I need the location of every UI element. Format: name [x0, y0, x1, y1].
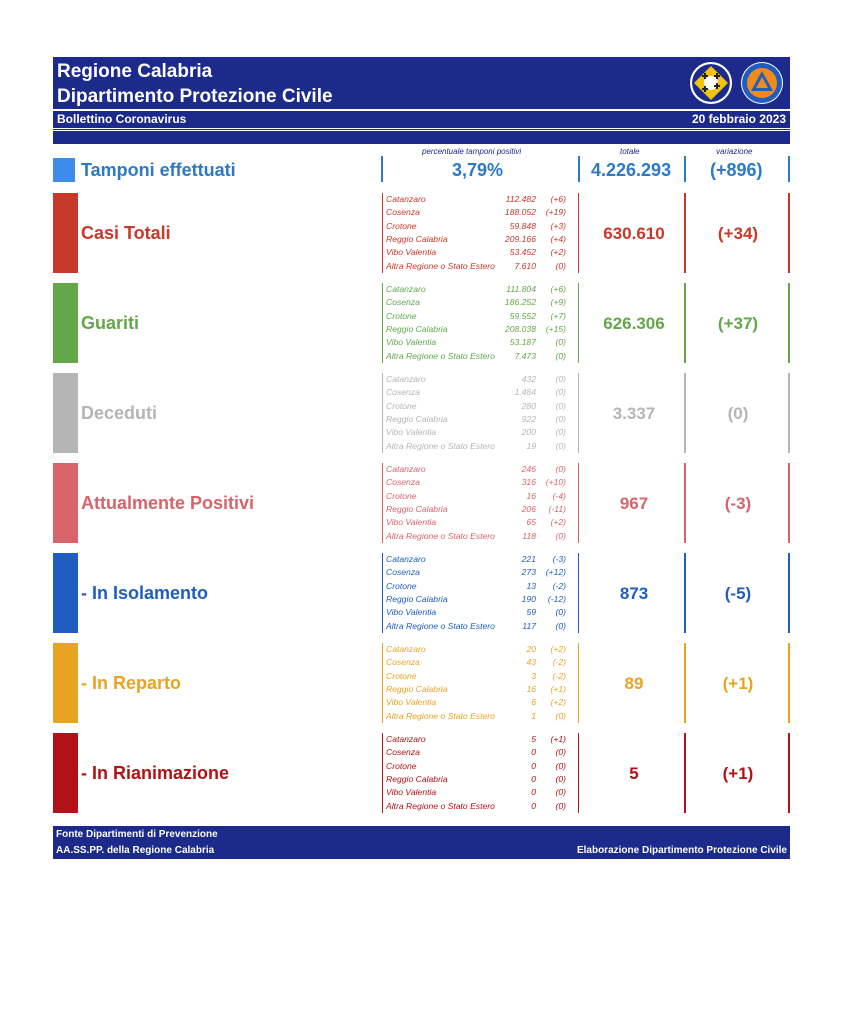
category-label: Deceduti [81, 403, 158, 423]
calabria-emblem-icon [690, 62, 732, 104]
province-name: Reggio Calabria [386, 233, 448, 244]
province-value: 0 [531, 787, 536, 798]
pct-column-header: percentuale tamponi positivi [422, 147, 522, 156]
province-name: Catanzaro [386, 554, 426, 564]
province-name: Altra Regione o Stato Estero [386, 440, 495, 451]
province-name: Cosenza [386, 477, 420, 488]
province-value: 65 [526, 517, 536, 528]
province-value: 0 [531, 773, 536, 784]
province-value: 59.552 [509, 310, 536, 321]
province-value: 280 [521, 400, 536, 411]
variation-divider [788, 373, 790, 453]
province-name: Reggio Calabria [386, 683, 448, 694]
province-row [386, 554, 576, 567]
province-row [386, 761, 576, 774]
province-row [386, 734, 576, 747]
province-value: 221 [521, 554, 536, 564]
tamponi-label: Tamponi effettuati [81, 160, 236, 180]
province-delta: (-4) [552, 490, 566, 501]
category-label: Guariti [81, 313, 140, 333]
province-name: Crotone [386, 310, 417, 321]
category-color-bar [53, 733, 78, 813]
province-delta: (-11) [548, 503, 566, 514]
province-row [386, 594, 576, 607]
tamponi-variation: (+896) [710, 160, 763, 180]
province-delta: (0) [555, 787, 566, 798]
footer-bar [53, 826, 790, 859]
category-total: 5 [629, 764, 639, 783]
province-row [386, 401, 576, 414]
province-row [386, 324, 576, 337]
breakdown-divider-left [382, 643, 383, 723]
category-color-bar [53, 643, 78, 723]
province-value: 432 [521, 374, 536, 384]
category-variation-cell [688, 463, 790, 543]
province-delta: (+10) [545, 477, 566, 488]
province-row [386, 207, 576, 220]
province-breakdown [382, 553, 582, 633]
province-value: 117 [522, 620, 536, 631]
province-value: 53.452 [509, 247, 536, 258]
province-value: 118 [522, 530, 536, 541]
category-total-cell [582, 373, 686, 453]
province-value: 111.804 [506, 284, 536, 294]
category-variation-cell [688, 373, 790, 453]
province-value: 273 [521, 567, 536, 578]
variation-divider [788, 193, 790, 273]
subtitle-band [53, 131, 790, 144]
province-name: Altra Regione o Stato Estero [386, 530, 495, 541]
tamponi-divider-end [788, 156, 790, 182]
province-row [386, 581, 576, 594]
province-name: Altra Regione o Stato Estero [386, 350, 495, 361]
province-name: Catanzaro [386, 644, 426, 654]
category-total-cell [582, 463, 686, 543]
province-row [386, 697, 576, 710]
province-name: Cosenza [386, 657, 420, 668]
province-name: Crotone [386, 220, 417, 231]
province-row [386, 567, 576, 580]
province-value: 208.038 [504, 323, 536, 334]
category-total: 3.337 [612, 404, 656, 423]
category-total-cell [582, 283, 686, 363]
tamponi-divider-left [381, 156, 383, 182]
province-delta: (0) [555, 337, 566, 348]
province-delta: (0) [555, 400, 566, 411]
breakdown-divider-right [578, 733, 579, 813]
province-delta: (+12) [545, 567, 566, 578]
province-name: Altra Regione o Stato Estero [386, 800, 495, 811]
province-delta: (-2) [552, 580, 566, 591]
total-divider [684, 463, 686, 543]
category-variation-cell [688, 643, 790, 723]
category-variation: (+37) [717, 314, 759, 333]
province-delta: (0) [555, 800, 566, 811]
category-color-bar [53, 373, 78, 453]
province-breakdown [382, 193, 582, 273]
province-row [386, 801, 576, 814]
breakdown-divider-right [578, 463, 579, 543]
province-name: Cosenza [386, 747, 420, 758]
variation-divider [788, 553, 790, 633]
breakdown-divider-right [578, 373, 579, 453]
total-column-header: totale [620, 147, 640, 156]
province-delta: (0) [555, 607, 566, 618]
tamponi-color-marker [53, 158, 75, 182]
province-value: 16 [526, 683, 536, 694]
category-label: - In Isolamento [81, 583, 209, 603]
footer-elaboration: Elaborazione Dipartimento Protezione Civile [576, 845, 787, 856]
province-delta: (0) [555, 374, 566, 384]
province-row [386, 621, 576, 634]
province-row [386, 607, 576, 620]
province-row [386, 387, 576, 400]
province-delta: (+2) [550, 697, 566, 708]
province-delta: (0) [555, 427, 566, 438]
tamponi-percentage: 3,79% [452, 160, 504, 180]
province-delta: (0) [555, 710, 566, 721]
province-value: 200 [521, 427, 536, 438]
province-row [386, 531, 576, 544]
province-delta: (0) [555, 387, 566, 398]
province-name: Reggio Calabria [386, 593, 448, 604]
province-value: 43 [526, 657, 536, 668]
category-color-bar [53, 193, 78, 273]
breakdown-divider-left [382, 373, 383, 453]
province-name: Vibo Valentia [386, 787, 437, 798]
province-name: Vibo Valentia [386, 247, 437, 258]
province-row [386, 644, 576, 657]
province-delta: (+15) [545, 323, 566, 334]
category-color-bar [53, 463, 78, 543]
category-total: 967 [619, 494, 649, 513]
province-row [386, 504, 576, 517]
province-name: Crotone [386, 670, 417, 681]
province-value: 1.484 [514, 387, 536, 398]
header-bar [53, 57, 790, 109]
province-name: Altra Regione o Stato Estero [386, 620, 495, 631]
province-name: Cosenza [386, 207, 420, 218]
province-name: Reggio Calabria [386, 413, 448, 424]
province-value: 190 [521, 593, 536, 604]
province-name: Altra Regione o Stato Estero [386, 710, 495, 721]
province-value: 19 [526, 440, 536, 451]
province-delta: (0) [555, 620, 566, 631]
category-total: 630.610 [603, 224, 665, 243]
province-row [386, 477, 576, 490]
category-label: Casi Totali [81, 223, 171, 243]
province-value: 246 [521, 464, 536, 474]
province-delta: (-3) [552, 554, 566, 564]
province-row [386, 774, 576, 787]
province-value: 16 [526, 490, 536, 501]
variation-divider [788, 283, 790, 363]
province-value: 59.848 [509, 220, 536, 231]
category-total: 626.306 [603, 314, 665, 333]
category-total: 873 [619, 584, 649, 603]
protezione-civile-logo-icon [741, 62, 783, 104]
province-delta: (+19) [545, 207, 566, 218]
province-row [386, 261, 576, 274]
tamponi-total: 4.226.293 [591, 160, 672, 180]
category-total-cell [582, 733, 686, 813]
province-row [386, 414, 576, 427]
province-delta: (0) [555, 773, 566, 784]
breakdown-divider-right [578, 193, 579, 273]
province-row [386, 194, 576, 207]
province-name: Crotone [386, 760, 417, 771]
province-row [386, 711, 576, 724]
province-name: Vibo Valentia [386, 607, 437, 618]
total-divider [684, 553, 686, 633]
province-delta: (+2) [550, 517, 566, 528]
province-value: 0 [531, 760, 536, 771]
province-value: 209.166 [504, 233, 536, 244]
province-value: 59 [526, 607, 536, 618]
category-total-cell [582, 553, 686, 633]
province-name: Catanzaro [386, 284, 426, 294]
province-breakdown [382, 643, 582, 723]
category-color-bar [53, 283, 78, 363]
province-name: Crotone [386, 580, 417, 591]
province-name: Cosenza [386, 567, 420, 578]
province-value: 20 [526, 644, 536, 654]
breakdown-divider-right [578, 553, 579, 633]
province-value: 13 [526, 580, 536, 591]
category-variation-cell [688, 283, 790, 363]
total-divider [684, 733, 686, 813]
bulletin-title: Bollettino Coronavirus [57, 112, 187, 126]
province-delta: (0) [555, 464, 566, 474]
province-delta: (-2) [552, 657, 566, 668]
province-value: 0 [531, 800, 536, 811]
category-label: Attualmente Positivi [81, 493, 255, 513]
province-row [386, 657, 576, 670]
province-name: Vibo Valentia [386, 517, 437, 528]
breakdown-divider-left [382, 733, 383, 813]
category-variation-cell [688, 193, 790, 273]
province-delta: (0) [555, 350, 566, 361]
province-delta: (0) [555, 530, 566, 541]
province-row [386, 671, 576, 684]
province-breakdown [382, 463, 582, 543]
breakdown-divider-right [578, 643, 579, 723]
province-row [386, 491, 576, 504]
variation-divider [788, 643, 790, 723]
province-row [386, 441, 576, 454]
category-total: 89 [624, 674, 644, 693]
province-row [386, 311, 576, 324]
province-row [386, 351, 576, 364]
category-label: - In Reparto [81, 673, 182, 693]
province-row [386, 684, 576, 697]
category-variation: (+1) [722, 764, 754, 783]
province-value: 206 [521, 503, 536, 514]
province-value: 0 [531, 747, 536, 758]
province-delta: (+9) [550, 297, 566, 308]
header-divider [53, 108, 790, 109]
province-name: Vibo Valentia [386, 697, 437, 708]
category-variation: (-5) [724, 584, 752, 603]
province-name: Catanzaro [386, 734, 426, 744]
province-value: 1 [531, 710, 536, 721]
province-name: Crotone [386, 490, 417, 501]
variation-divider [788, 463, 790, 543]
total-divider [684, 373, 686, 453]
province-delta: (+4) [550, 233, 566, 244]
province-delta: (-2) [552, 670, 566, 681]
province-row [386, 747, 576, 760]
category-variation-cell [688, 553, 790, 633]
province-value: 5 [531, 734, 536, 744]
province-delta: (0) [555, 440, 566, 451]
province-name: Vibo Valentia [386, 337, 437, 348]
province-row [386, 247, 576, 260]
province-name: Catanzaro [386, 374, 426, 384]
variation-divider [788, 733, 790, 813]
category-color-bar [53, 553, 78, 633]
category-total-cell [582, 193, 686, 273]
province-delta: (+3) [550, 220, 566, 231]
province-value: 7.610 [514, 260, 536, 271]
category-variation: (-3) [724, 494, 752, 513]
province-value: 188.052 [504, 207, 536, 218]
province-name: Cosenza [386, 387, 420, 398]
total-divider [684, 283, 686, 363]
province-row [386, 374, 576, 387]
header-title-region: Regione Calabria [57, 61, 213, 82]
header-title-department: Dipartimento Protezione Civile [57, 86, 333, 107]
subtitle-divider [53, 129, 790, 130]
breakdown-divider-left [382, 553, 383, 633]
category-variation: (0) [727, 404, 749, 423]
category-variation-cell [688, 733, 790, 813]
tamponi-divider-right [684, 156, 686, 182]
province-value: 7.473 [514, 350, 536, 361]
province-name: Crotone [386, 400, 417, 411]
province-name: Reggio Calabria [386, 323, 448, 334]
province-delta: (0) [555, 747, 566, 758]
province-value: 3 [531, 670, 536, 681]
province-delta: (0) [555, 260, 566, 271]
province-name: Vibo Valentia [386, 427, 437, 438]
province-row [386, 787, 576, 800]
footer-agencies: AA.SS.PP. della Regione Calabria [56, 845, 215, 856]
province-name: Cosenza [386, 297, 420, 308]
breakdown-divider-left [382, 283, 383, 363]
bulletin-date: 20 febbraio 2023 [691, 112, 786, 126]
category-total-cell [582, 643, 686, 723]
category-variation: (+34) [717, 224, 759, 243]
category-variation: (+1) [722, 674, 754, 693]
breakdown-divider-left [382, 463, 383, 543]
province-value: 6 [531, 697, 536, 708]
total-divider [684, 643, 686, 723]
province-row [386, 284, 576, 297]
province-delta: (+7) [550, 310, 566, 321]
province-row [386, 221, 576, 234]
province-delta: (+1) [550, 683, 566, 694]
province-row [386, 234, 576, 247]
header-subtitle-bar [53, 111, 790, 128]
province-delta: (-12) [547, 593, 566, 604]
province-row [386, 464, 576, 477]
province-row [386, 427, 576, 440]
breakdown-divider-right [578, 283, 579, 363]
province-value: 186.252 [504, 297, 536, 308]
province-delta: (+6) [550, 284, 566, 294]
province-name: Altra Regione o Stato Estero [386, 260, 495, 271]
province-value: 922 [521, 413, 536, 424]
province-name: Reggio Calabria [386, 503, 448, 514]
province-delta: (0) [555, 413, 566, 424]
province-delta: (+2) [550, 644, 566, 654]
province-row [386, 337, 576, 350]
total-divider [684, 193, 686, 273]
province-value: 53.187 [509, 337, 536, 348]
province-breakdown [382, 373, 582, 453]
breakdown-divider-left [382, 193, 383, 273]
province-breakdown [382, 283, 582, 363]
province-delta: (+6) [550, 194, 566, 204]
footer-source: Fonte Dipartimenti di Prevenzione [56, 829, 218, 840]
province-name: Catanzaro [386, 464, 426, 474]
province-delta: (+1) [550, 734, 566, 744]
province-row [386, 297, 576, 310]
province-delta: (0) [555, 760, 566, 771]
variation-column-header: variazione [716, 147, 753, 156]
province-row [386, 517, 576, 530]
province-delta: (+2) [550, 247, 566, 258]
province-value: 112.482 [505, 194, 536, 204]
category-label: - In Rianimazione [81, 763, 230, 783]
tamponi-divider-mid [578, 156, 580, 182]
province-value: 316 [521, 477, 536, 488]
province-name: Catanzaro [386, 194, 426, 204]
province-name: Reggio Calabria [386, 773, 448, 784]
province-breakdown [382, 733, 582, 813]
